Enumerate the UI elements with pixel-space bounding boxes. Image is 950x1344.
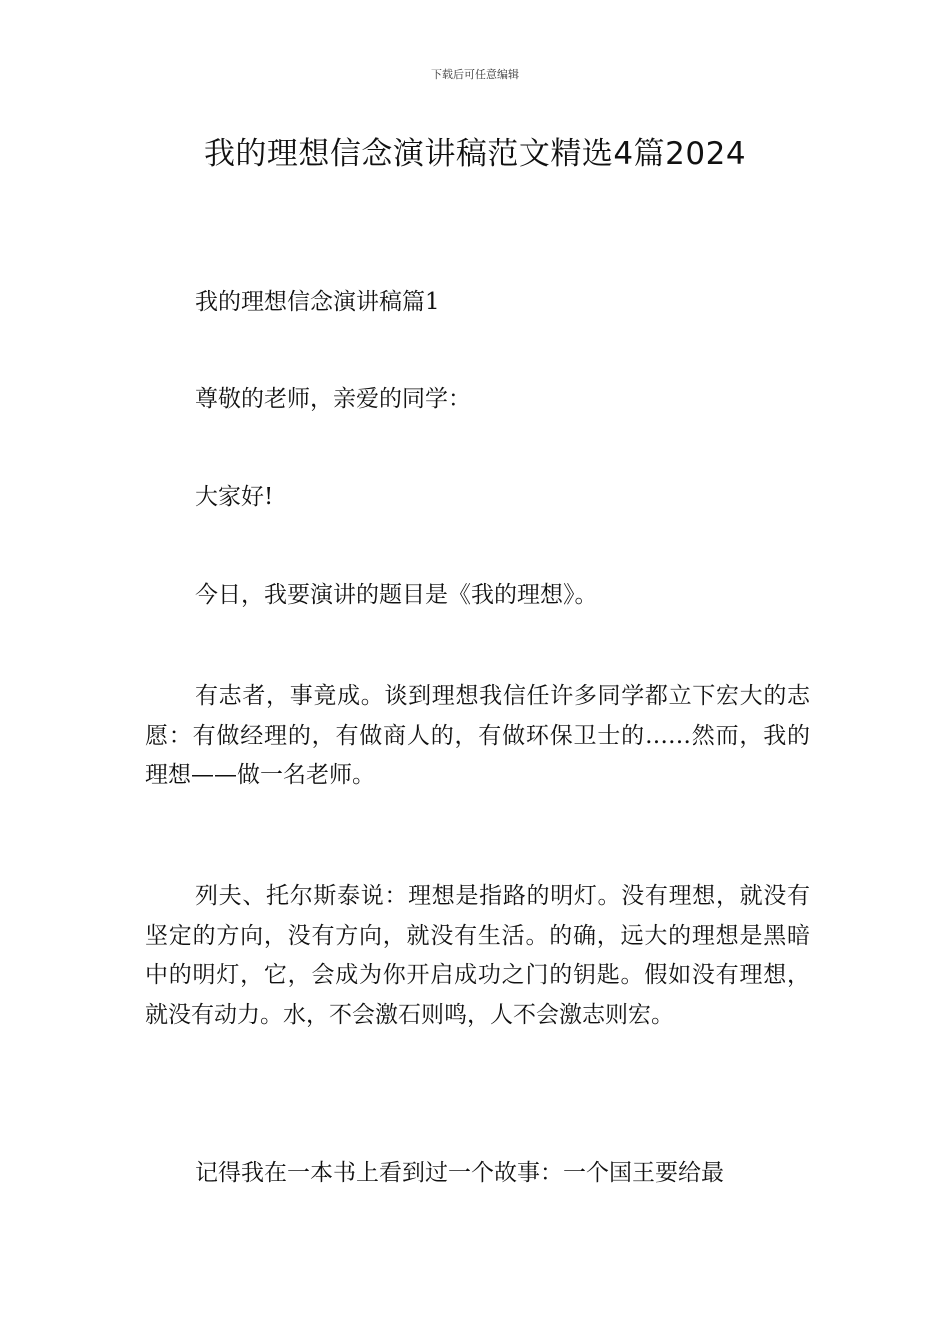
header-note: 下载后可任意编辑 xyxy=(431,68,519,81)
paragraph-story: 记得我在一本书上看到过一个故事：一个国王要给最 xyxy=(195,1160,724,1186)
paragraph-hello: 大家好! xyxy=(195,484,274,510)
paragraph-ideal: 有志者，事竟成。谈到理想我信任许多同学都立下宏大的志愿：有做经理的，有做商人的，有做环保卫士的……然而，我的理想——做一名老师。 xyxy=(145,683,810,788)
paragraph-greeting: 尊敬的老师，亲爱的同学： xyxy=(195,386,471,412)
document-title: 我的理想信念演讲稿范文精选4篇2024 xyxy=(203,136,747,172)
paragraph-topic: 今日，我要演讲的题目是《我的理想》。 xyxy=(195,582,598,608)
section-heading: 我的理想信念演讲稿篇1 xyxy=(195,289,440,315)
paragraph-tolstoy: 列夫、托尔斯泰说：理想是指路的明灯。没有理想，就没有坚定的方向，没有方向，就没有生活。的确，远大的理想是黑暗中的明灯，它，会成为你开启成功之门的钥匙。假如没有理想，就没有动力。水，不会激石则鸣，人不会激志则宏。 xyxy=(145,883,810,1028)
